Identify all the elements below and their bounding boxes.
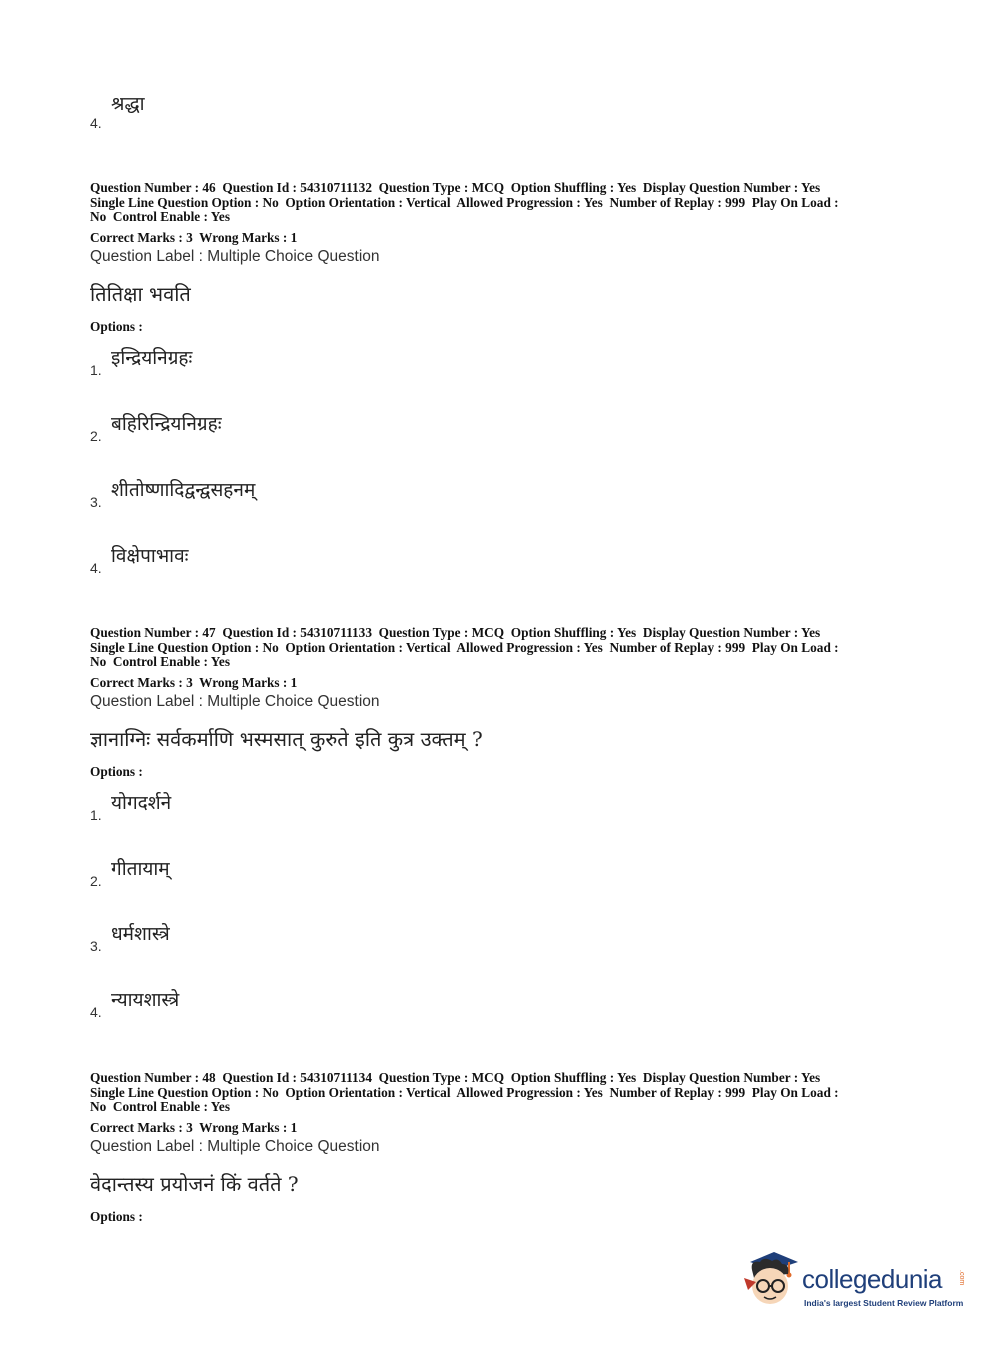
question-47-text: ज्ञानाग्निः सर्वकर्माणि भस्मसात् कुरुते इति कुत्र उक्तम् ?	[90, 727, 483, 751]
question-46-option-2-text: बहिरिन्द्रियनिग्रहः	[111, 413, 222, 435]
collegedunia-logo[interactable]	[742, 1248, 972, 1318]
question-47-meta-line2: Single Line Question Option : No Option Orientation : Vertical Allowed Progression : Yes Number of Replay : 999 Play On Load :	[90, 639, 839, 655]
question-47-meta-line1: Question Number : 47 Question Id : 54310711133 Question Type : MCQ Option Shuffling : Yes Display Question Number : Yes	[90, 625, 821, 640]
question-47-option-1-number: 1.	[90, 807, 102, 823]
question-48-meta-line1: Question Number : 48 Question Id : 54310711134 Question Type : MCQ Option Shuffling : Yes Display Question Number : Yes	[90, 1070, 821, 1085]
question-48-options-label: Options :	[90, 1209, 143, 1224]
question-46-meta-line3: No Control Enable : Yes	[90, 209, 230, 225]
question-48-marks: Correct Marks : 3 Wrong Marks : 1	[90, 1120, 298, 1135]
question-46-marks: Correct Marks : 3 Wrong Marks : 1	[90, 230, 298, 245]
logo-wordmark: collegedunia	[802, 1264, 943, 1294]
question-48-meta	[90, 1071, 920, 1115]
question-46-option-4-number: 4.	[90, 560, 102, 576]
question-47-option-4-text: न्यायशास्त्रे	[111, 989, 180, 1011]
question-46-option-3-number: 3.	[90, 494, 102, 510]
question-47-options-label: Options :	[90, 764, 143, 779]
question-46-options-label: Options :	[90, 319, 143, 334]
question-47-option-2-text: गीतायाम्	[111, 858, 170, 880]
question-48-text: वेदान्तस्य प्रयोजनं किं वर्तते ?	[90, 1172, 299, 1196]
question-46-option-3-text: शीतोष्णादिद्वन्द्वसहनम्	[111, 479, 256, 501]
prev-option-4-number: 4.	[90, 115, 102, 131]
question-48-meta-line3: No Control Enable : Yes	[90, 1099, 230, 1115]
question-46-option-2-number: 2.	[90, 428, 102, 444]
question-46-option-1-number: 1.	[90, 362, 102, 378]
question-48-meta-line2: Single Line Question Option : No Option Orientation : Vertical Allowed Progression : Yes Number of Replay : 999 Play On Load :	[90, 1084, 839, 1100]
question-47-option-2-number: 2.	[90, 873, 102, 889]
question-47-option-1-text: योगदर्शने	[111, 792, 172, 814]
prev-option-4-text: श्रद्धा	[111, 93, 145, 115]
question-46-text: तितिक्षा भवति	[90, 282, 191, 306]
question-47-meta-line3: No Control Enable : Yes	[90, 654, 230, 670]
mascot-icon	[742, 1248, 802, 1312]
question-47-option-3-number: 3.	[90, 938, 102, 954]
logo-suffix: .com	[958, 1270, 965, 1286]
question-46-option-4-text: विक्षेपाभावः	[111, 545, 189, 567]
question-47-option-3-text: धर्मशास्त्रे	[111, 923, 170, 945]
question-46-meta	[90, 181, 920, 225]
question-46-option-1-text: इन्द्रियनिग्रहः	[111, 347, 193, 369]
question-47-option-4-number: 4.	[90, 1004, 102, 1020]
question-46-meta-line1: Question Number : 46 Question Id : 54310711132 Question Type : MCQ Option Shuffling : Yes Display Question Number : Yes	[90, 180, 821, 195]
question-48-label: Question Label : Multiple Choice Question	[90, 1138, 380, 1155]
question-47-meta	[90, 626, 920, 670]
question-46-label: Question Label : Multiple Choice Question	[90, 248, 380, 265]
question-47-marks: Correct Marks : 3 Wrong Marks : 1	[90, 675, 298, 690]
question-46-meta-line2: Single Line Question Option : No Option Orientation : Vertical Allowed Progression : Yes Number of Replay : 999 Play On Load :	[90, 194, 839, 210]
logo-tagline: India's largest Student Review Platform	[804, 1298, 964, 1308]
question-47-label: Question Label : Multiple Choice Question	[90, 693, 380, 710]
